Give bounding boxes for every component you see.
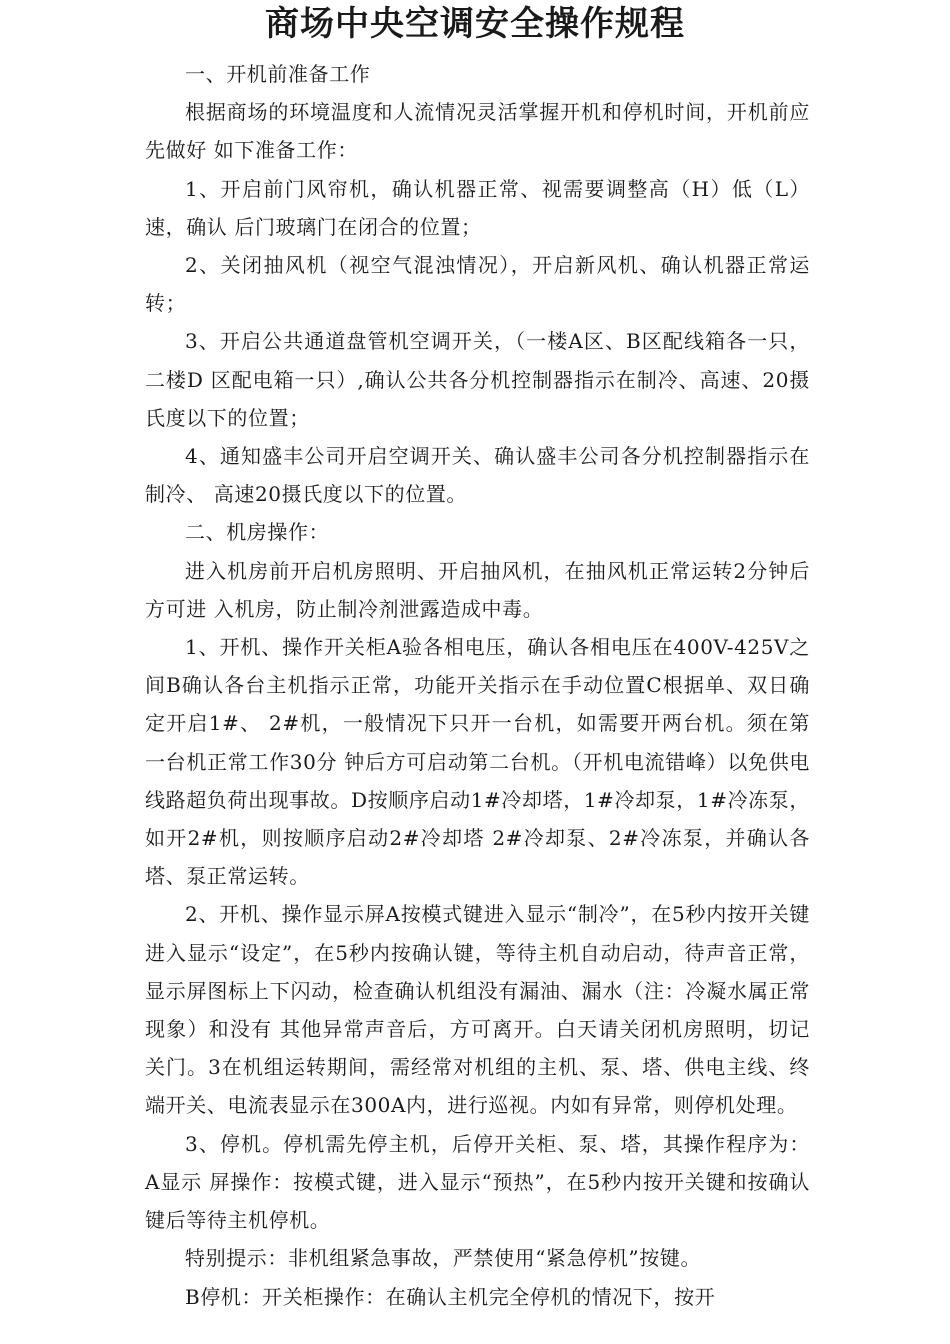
document-body (145, 55, 810, 1316)
paragraph-shutdown: 3、停机。停机需先停主机，后停开关柜、泵、塔，其操作程序为：A显示 屏操作：按模式键，进入显示“预热”，在5秒内按开关键和按确认键后等待主机停机。 (145, 1131, 810, 1233)
paragraph-special-notice: 特别提示：非机组紧急事故，严禁使用“紧急停机”按键。 (185, 1246, 702, 1271)
paragraph-step-1: 1、开启前门风帘机，确认机器正常、视需要调整高（H）低（L）速，确认 后门玻璃门在闭合的位置； (145, 176, 810, 239)
document-title: 商场中央空调安全操作规程 (265, 4, 685, 44)
paragraph-step-3: 3、开启公共通道盘管机空调开关，（一楼A区、B区配线箱各一只，二楼D 区配电箱一只）,确认公共各分机控制器指示在制冷、高速、20摄氏度以下的位置； (145, 329, 810, 430)
paragraph-step-2: 2、关闭抽风机（视空气混浊情况），开启新风机、确认机器正常运转； (145, 253, 810, 316)
paragraph-startup-display: 2、开机、操作显示屏A按模式键进入显示“制冷”，在5秒内按开关键进入显示“设定”，在5秒内按确认键，等待主机自动启动，待声音正常，显示屏图标上下闪动，检查确认机组没有漏油、漏水（注：冷凝水属正常现象）和没有 其他异常声音后，方可离开。白天请关闭机房照明，切记关门。3在机组运转期间，需经常对机组的主机、泵、塔、供电主线、终端开关、电流表显示在300A内，进行巡视。内如有异常，则停机处理。 (145, 902, 810, 1118)
paragraph-machine-room-entry: 进入机房前开启机房照明、开启抽风机，在抽风机正常运转2分钟后方可进 入机房，防止制冷剂泄露造成中毒。 (145, 558, 810, 621)
section-heading-pre-start: 一、开机前准备工作 (185, 62, 371, 86)
paragraph-intro: 根据商场的环境温度和人流情况灵活掌握开机和停机时间，开机前应先做好 如下准备工作： (145, 100, 810, 163)
paragraph-step-4: 4、通知盛丰公司开启空调开关、确认盛丰公司各分机控制器指示在制冷、 高速20摄氏度以下的位置。 (145, 444, 810, 507)
paragraph-startup-switchgear: 1、开机、操作开关柜A验各相电压，确认各相电压在400V-425V之间B确认各台主机指示正常，功能开关指示在手动位置C根据单、双日确定开启1#、 2#机，一般情况下只开一台机，如需要开两台机。须在第一台机正常工作30分 钟后方可启动第二台机。（开机电流错峰）以免供电线路超负荷出现事故。D按顺序启动1#冷却塔，1#冷却泵，1#冷冻泵，如开2#机，则按顺序启动2#冷却塔 2#冷却泵、2#冷冻泵，并确认各塔、泵正常运转。 (145, 635, 810, 889)
section-heading-machine-room: 二、机房操作： (185, 520, 330, 545)
paragraph-shutdown-switchgear: B停机：开关柜操作：在确认主机完全停机的情况下，按开 (185, 1284, 716, 1309)
